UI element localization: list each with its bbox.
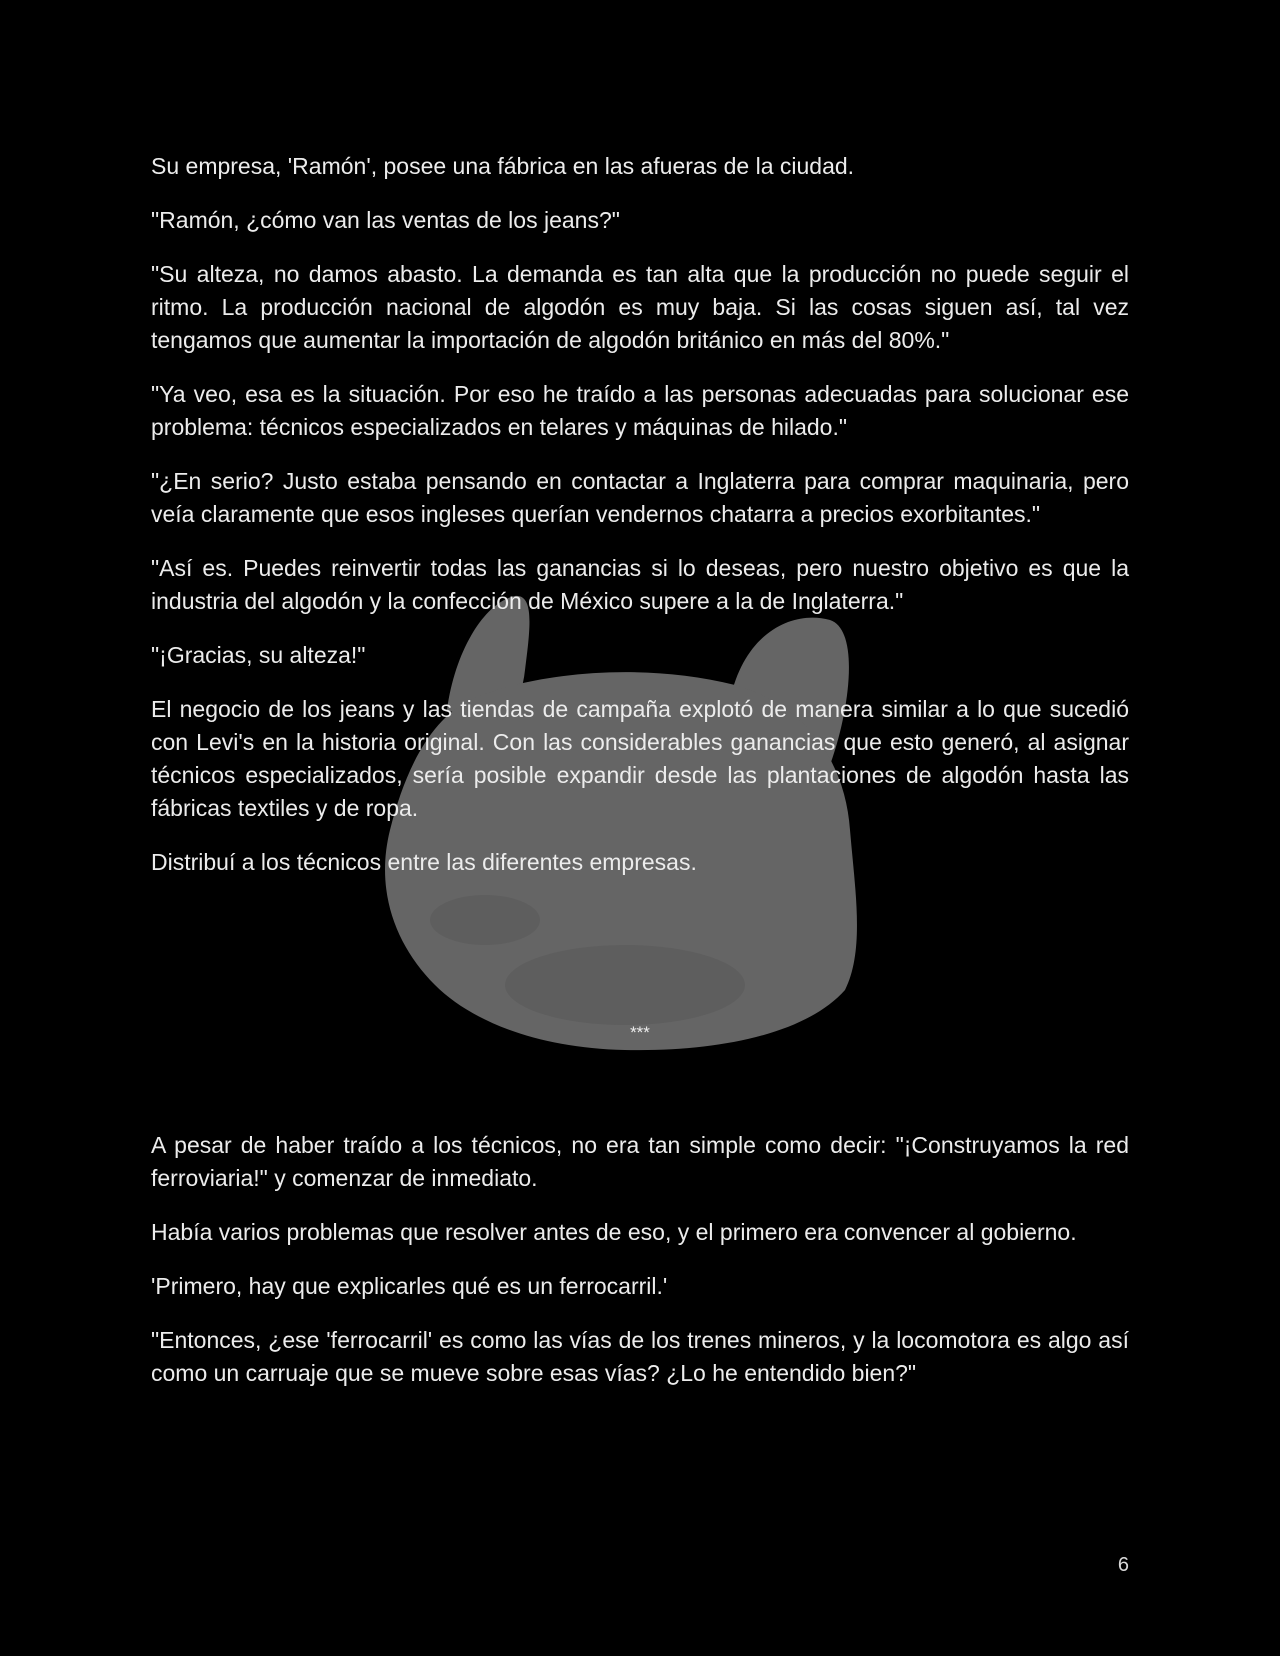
paragraph: "Su alteza, no damos abasto. La demanda es tan alta que la producción no puede seguir el ritmo. La producción nacional de algodón es muy baja. Si las cosas siguen así, tal vez tengamos que aumentar la importación de algodón británico en más del 80%." xyxy=(151,261,1129,353)
text-block-one xyxy=(151,150,1129,879)
section-separator: *** xyxy=(630,1023,650,1042)
paragraph: "Ya veo, esa es la situación. Por eso he traído a las personas adecuadas para solucionar ese problema: técnicos especializados en telares y máquinas de hilado." xyxy=(151,381,1129,440)
paragraph: "¿En serio? Justo estaba pensando en contactar a Inglaterra para comprar maquinaria, pero veía claramente que esos ingleses querían vendernos chatarra a precios exorbitantes." xyxy=(151,468,1129,527)
paragraph: "¡Gracias, su alteza!" xyxy=(151,642,366,668)
paragraph: Había varios problemas que resolver antes de eso, y el primero era convencer al gobierno. xyxy=(151,1219,1077,1245)
page-number: 6 xyxy=(1117,1554,1129,1576)
text-block-two xyxy=(151,1129,1129,1411)
paragraph: "Así es. Puedes reinvertir todas las ganancias si lo deseas, pero nuestro objetivo es que la industria del algodón y la confección de México supere a la de Inglaterra." xyxy=(151,555,1129,614)
paragraph: A pesar de haber traído a los técnicos, no era tan simple como decir: "¡Construyamos la red ferroviaria!" y comenzar de inmediato. xyxy=(151,1132,1129,1191)
paragraph: 'Primero, hay que explicarles qué es un ferrocarril.' xyxy=(151,1273,668,1299)
paragraph: "Ramón, ¿cómo van las ventas de los jeans?" xyxy=(151,207,620,233)
paragraph: El negocio de los jeans y las tiendas de campaña explotó de manera similar a lo que sucedió con Levi's en la historia original. Con las considerables ganancias que esto generó, al asignar técnicos especializados, sería posible expandir desde las plantaciones de algodón hasta las fábricas textiles y de ropa. xyxy=(151,696,1129,821)
paragraph: Distribuí a los técnicos entre las diferentes empresas. xyxy=(151,849,697,875)
paragraph: "Entonces, ¿ese 'ferrocarril' es como las vías de los trenes mineros, y la locomotora es algo así como un carruaje que se mueve sobre esas vías? ¿Lo he entendido bien?" xyxy=(151,1327,1129,1386)
paragraph: Su empresa, 'Ramón', posee una fábrica en las afueras de la ciudad. xyxy=(151,153,855,179)
